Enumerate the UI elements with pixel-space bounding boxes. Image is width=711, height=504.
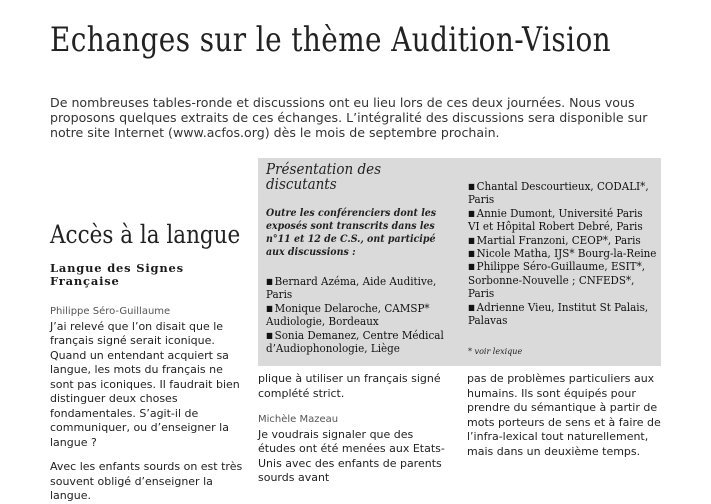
paragraph: Je voudrais signaler que des études ont été menées aux Etats-Unis avec des enfants de parents sourds avant	[258, 427, 445, 484]
participant-item: ■ Nicole Matha, IJS* Bourg-la-Reine	[468, 247, 657, 260]
paragraph: Avec les enfants sourds on est très souvent obligé d’enseigner la langue.	[50, 460, 243, 502]
participant-item: ■ Philippe Séro-Guillaume, ESIT*, Sorbonne-Nouvelle ; CNFEDS*, Paris	[468, 260, 657, 300]
box-footnote: * voir lexique	[468, 347, 523, 356]
speaker-name: Philippe Séro-Guillaume	[50, 306, 171, 317]
participant-item: ■ Chantal Descourtieux, CODALI*, Paris	[468, 180, 657, 207]
box-title: Présentation des discutants	[266, 160, 382, 193]
participant-item: ■ Martial Franzoni, CEOP*, Paris	[468, 234, 657, 247]
participant-item: ■ Monique Delaroche, CAMSP* Audiologie, Bordeaux	[266, 302, 451, 329]
paragraph: pas de problèmes particuliers aux humains. Ils sont équipés pour prendre du sémantique à partir de mots porteurs de sens et à faire de l’infra-lexical tout naturellement, mais dans un deuxième temps.	[467, 372, 661, 458]
paragraph: Quand un entendant acquiert sa langue, les mots du français ne sont pas iconiques. Il faudrait bien distinguer deux choses fondamentales. S’agit-il de communiquer, ou d’enseigner la langue ?	[50, 348, 240, 449]
section-title: Accès à la langue	[50, 220, 241, 249]
participants-list-right	[468, 180, 657, 327]
box-intro: Outre les conférenciers dont les exposés sont transcrits dans les n°11 et 12 de C.S., ont participé aux discussions :	[266, 207, 437, 258]
intro-paragraph: De nombreuses tables-ronde et discussions ont eu lieu lors de ces deux journées. Nous vous proposons quelques extraits de ces échanges. L’intégralité des discussions sera disponible sur notre site Internet (www.acfos.org) dès le mois de septembre prochain.	[50, 95, 648, 140]
subsection-title: Langue des Signes Française	[50, 261, 184, 288]
participant-item: ■ Sonia Demanez, Centre Médical d’Audiophonologie, Liège	[266, 329, 451, 356]
participants-list-left	[266, 275, 451, 355]
paragraph: plique à utiliser un français signé complété strict.	[258, 372, 441, 400]
page-title: Echanges sur le thème Audition-Vision	[50, 20, 612, 60]
participant-item: ■ Adrienne Vieu, Institut St Palais, Palavas	[468, 301, 657, 328]
speaker-name: Michèle Mazeau	[258, 414, 339, 425]
column-1	[50, 305, 246, 504]
paragraph: J’ai relevé que l’on disait que le français signé serait iconique.	[50, 319, 224, 347]
participant-item: ■ Bernard Azéma, Aide Auditive, Paris	[266, 275, 451, 302]
participant-item: ■ Annie Dumont, Université Paris VI et Hôpital Robert Debré, Paris	[468, 207, 657, 234]
column-3	[467, 372, 663, 459]
column-2	[258, 372, 454, 486]
